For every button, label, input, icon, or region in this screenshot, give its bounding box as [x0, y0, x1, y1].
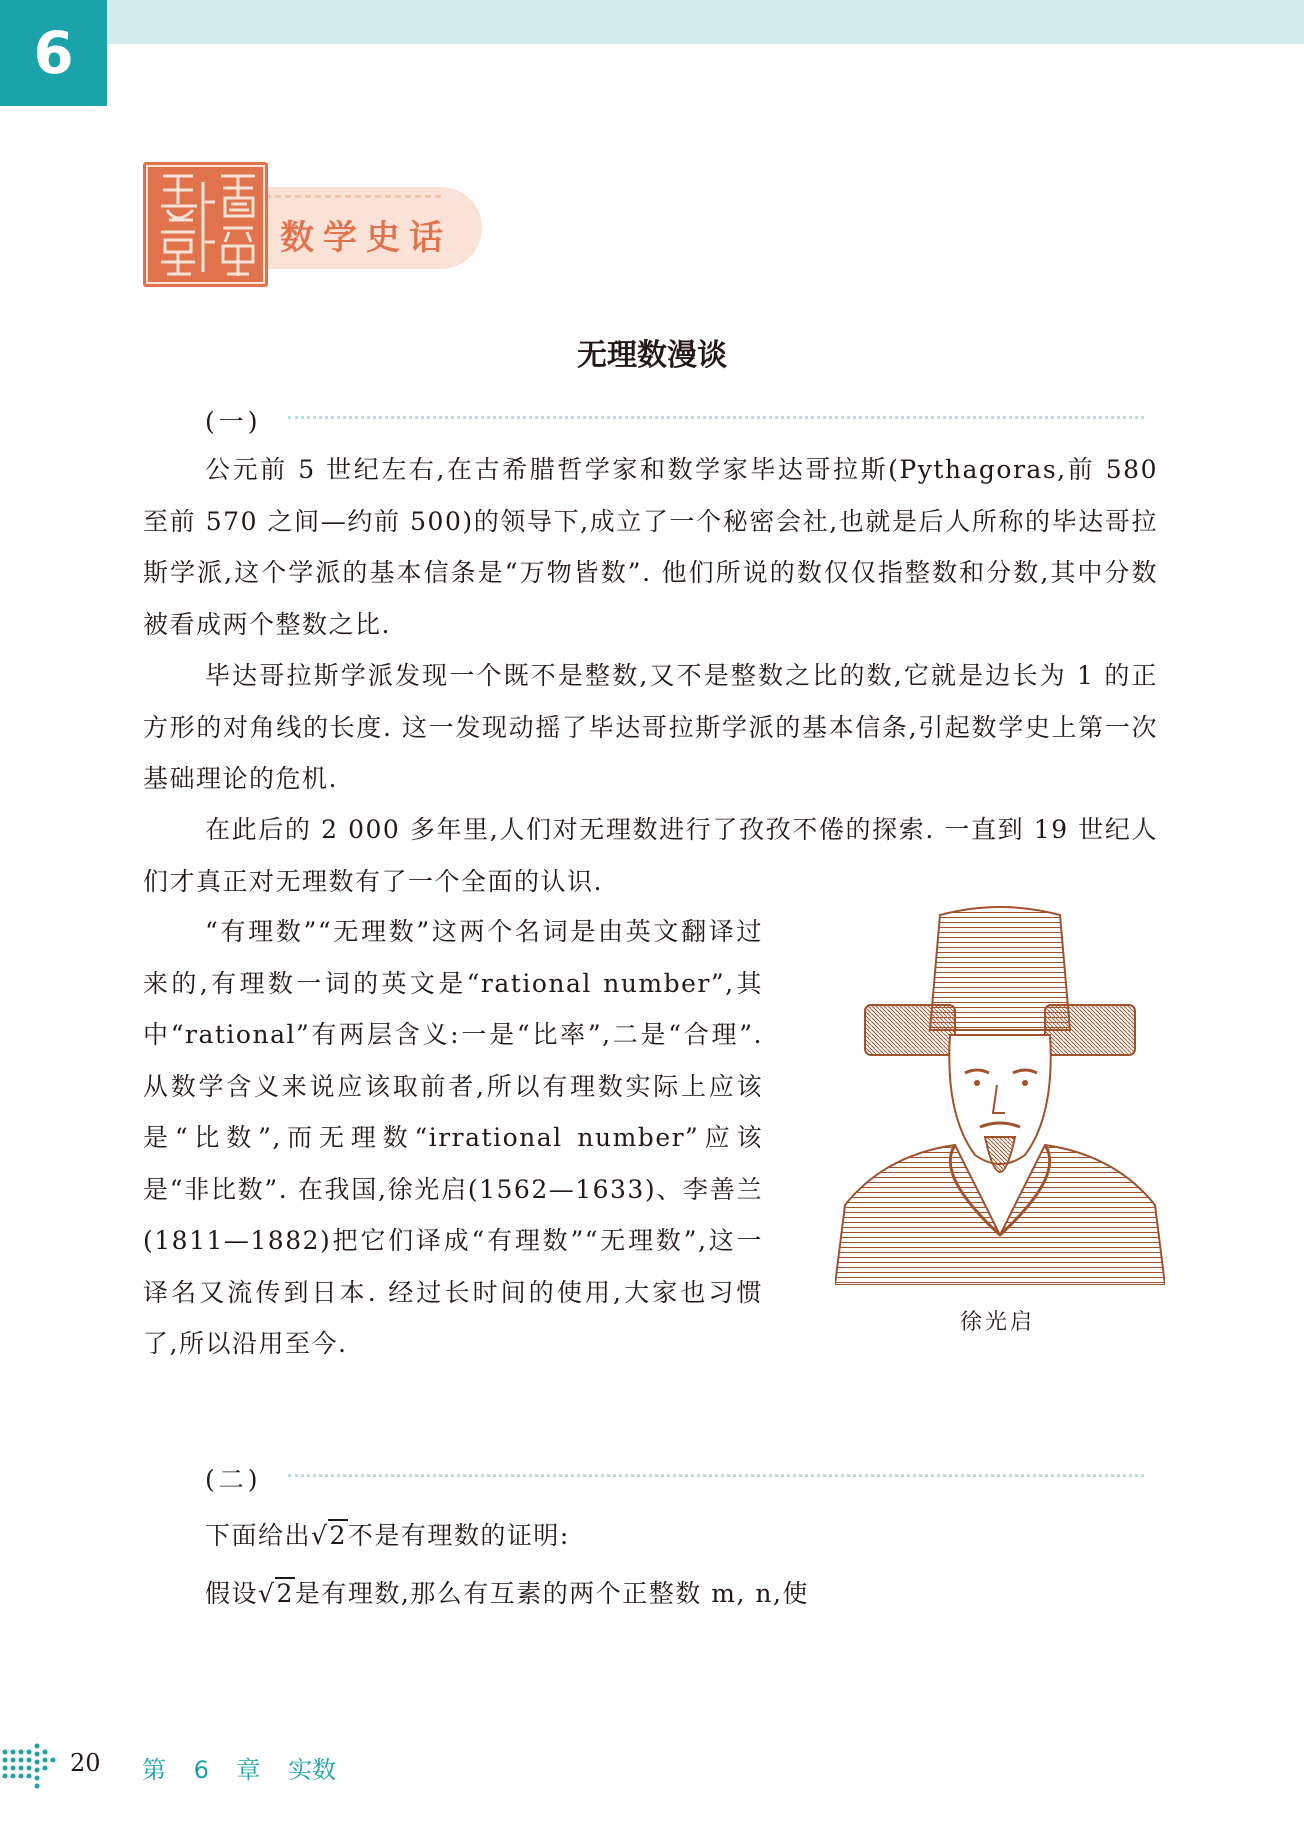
- paragraph-5: [205, 1510, 1158, 1562]
- paragraph-5-rest: 不是有理数的证明:: [347, 1521, 570, 1550]
- top-header-band: [0, 0, 1304, 44]
- paragraph-2: 毕达哥拉斯学派发现一个既不是整数,又不是整数之比的数,它就是边长为 1 的正方形的对角线的长度. 这一发现动摇了毕达哥拉斯学派的基本信条,引起数学史上第一次基础理论的危机.: [143, 661, 1158, 793]
- section-label-2: (二): [205, 1465, 262, 1494]
- paragraph-4: “有理数”“无理数”这两个名词是由英文翻译过来的,有理数一词的英文是“rational number”,其中“rational”有两层含义:一是“比率”,二是“合理”. 从数学含义来说应该取前者,所以有理数实际上应该是“比数”,而无理数“irrational number”应该是“非比数”. 在我国,徐光启(1562—1633)、李善兰(1811—1882)把它们译成“有理数”“无理数”,这一译名又流传到日本. 经过长时间的使用,大家也习惯了,所以沿用至今.: [143, 917, 763, 1358]
- section-label-1: (一): [205, 407, 262, 436]
- radicand: 2: [329, 1521, 347, 1550]
- page-number: 20: [70, 1749, 101, 1777]
- section-divider-1: [288, 416, 1144, 419]
- chapter-number-tab: 6: [0, 0, 107, 106]
- banner-label: 数学史话: [280, 218, 452, 258]
- seal-stamp-icon: [143, 162, 268, 287]
- article-title: 无理数漫谈: [577, 338, 727, 373]
- radical-sign: √: [311, 1521, 329, 1550]
- portrait-caption: 徐光启: [960, 1310, 1036, 1335]
- paragraph-5-lead: 下面给出: [205, 1521, 312, 1550]
- paragraph-1: 公元前 5 世纪左右,在古希腊哲学家和数学家毕达哥拉斯(Pythagoras,前 580 至前 570 之间—约前 500)的领导下,成立了一个秘密会社,也就是后人所称的毕达哥拉斯学派,这个学派的基本信条是“万物皆数”. 他们所说的数仅仅指整数和分数,其中分数被看成两个整数之比.: [143, 455, 1158, 639]
- paragraph-6-lead: 假设: [205, 1579, 259, 1608]
- footer-dots-icon: [0, 1740, 58, 1792]
- paragraph-3: 在此后的 2 000 多年里,人们对无理数进行了孜孜不倦的探索. 一直到 19 世纪人们才真正对无理数有了一个全面的认识.: [143, 815, 1158, 896]
- radicand: 2: [276, 1579, 294, 1608]
- sqrt-2-expression: [258, 1577, 295, 1608]
- sqrt-2-expression: [311, 1519, 348, 1550]
- paragraph-6-rest: 是有理数,那么有互素的两个正整数 m, n,使: [294, 1579, 809, 1608]
- paragraph-6: [205, 1568, 1158, 1620]
- section-divider-2: [288, 1474, 1144, 1477]
- radical-sign: √: [258, 1579, 276, 1608]
- footer-chapter-name: 第 6 章 实数: [142, 1756, 337, 1784]
- xu-guangqi-portrait: [835, 905, 1165, 1285]
